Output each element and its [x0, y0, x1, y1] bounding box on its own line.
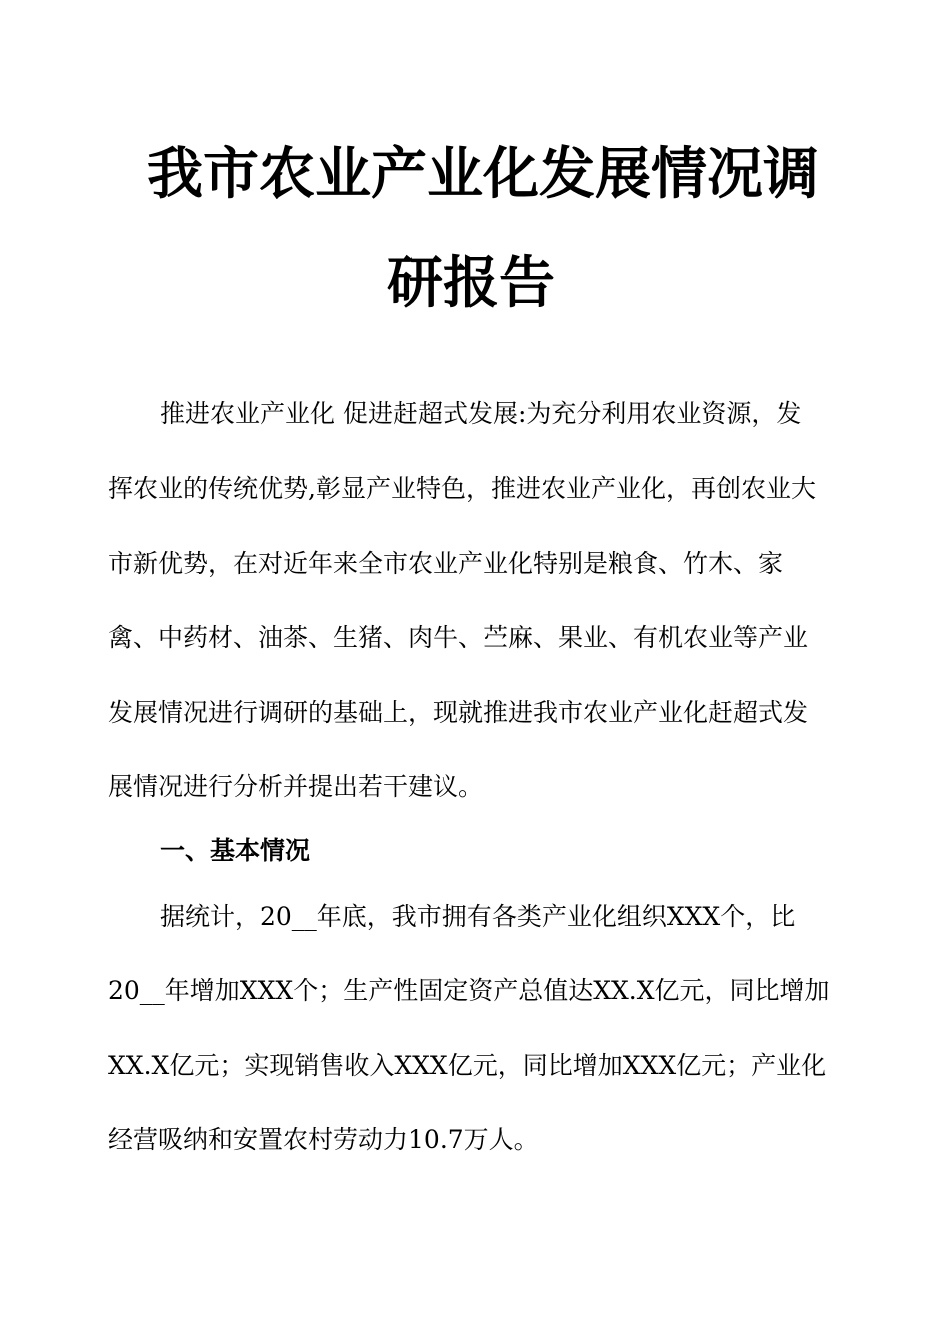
intro-paragraph-line-1: 推进农业产业化 促进赶超式发展:为充分利用农业资源，发	[160, 399, 802, 428]
document-title-line-1: 我市农业产业化发展情况调	[147, 142, 819, 207]
section-paragraph-line-2: 20__年增加XXX个；生产性固定资产总值达XX.X亿元，同比增加	[108, 976, 830, 1005]
intro-paragraph-line-6: 展情况进行分析并提出若干建议。	[108, 772, 484, 801]
section-heading: 一、基本情况	[160, 836, 311, 865]
intro-paragraph-line-4: 禽、中药材、油茶、生猪、肉牛、苎麻、果业、有机农业等产业	[108, 623, 809, 652]
section-paragraph-line-3: XX.X亿元；实现销售收入XXX亿元，同比增加XXX亿元；产业化	[108, 1051, 827, 1080]
intro-paragraph-line-3: 市新优势，在对近年来全市农业产业化特别是粮食、竹木、家	[108, 549, 784, 578]
section-paragraph-line-4: 经营吸纳和安置农村劳动力10.7万人。	[108, 1125, 539, 1154]
document-title-line-2: 研报告	[387, 251, 555, 316]
intro-paragraph-line-5: 发展情况进行调研的基础上，现就推进我市农业产业化赶超式发	[108, 698, 809, 727]
intro-paragraph-line-2: 挥农业的传统优势,彰显产业特色，推进农业产业化，再创农业大	[108, 474, 816, 503]
section-paragraph-line-1: 据统计，20__年底，我市拥有各类产业化组织XXX个，比	[160, 902, 796, 931]
